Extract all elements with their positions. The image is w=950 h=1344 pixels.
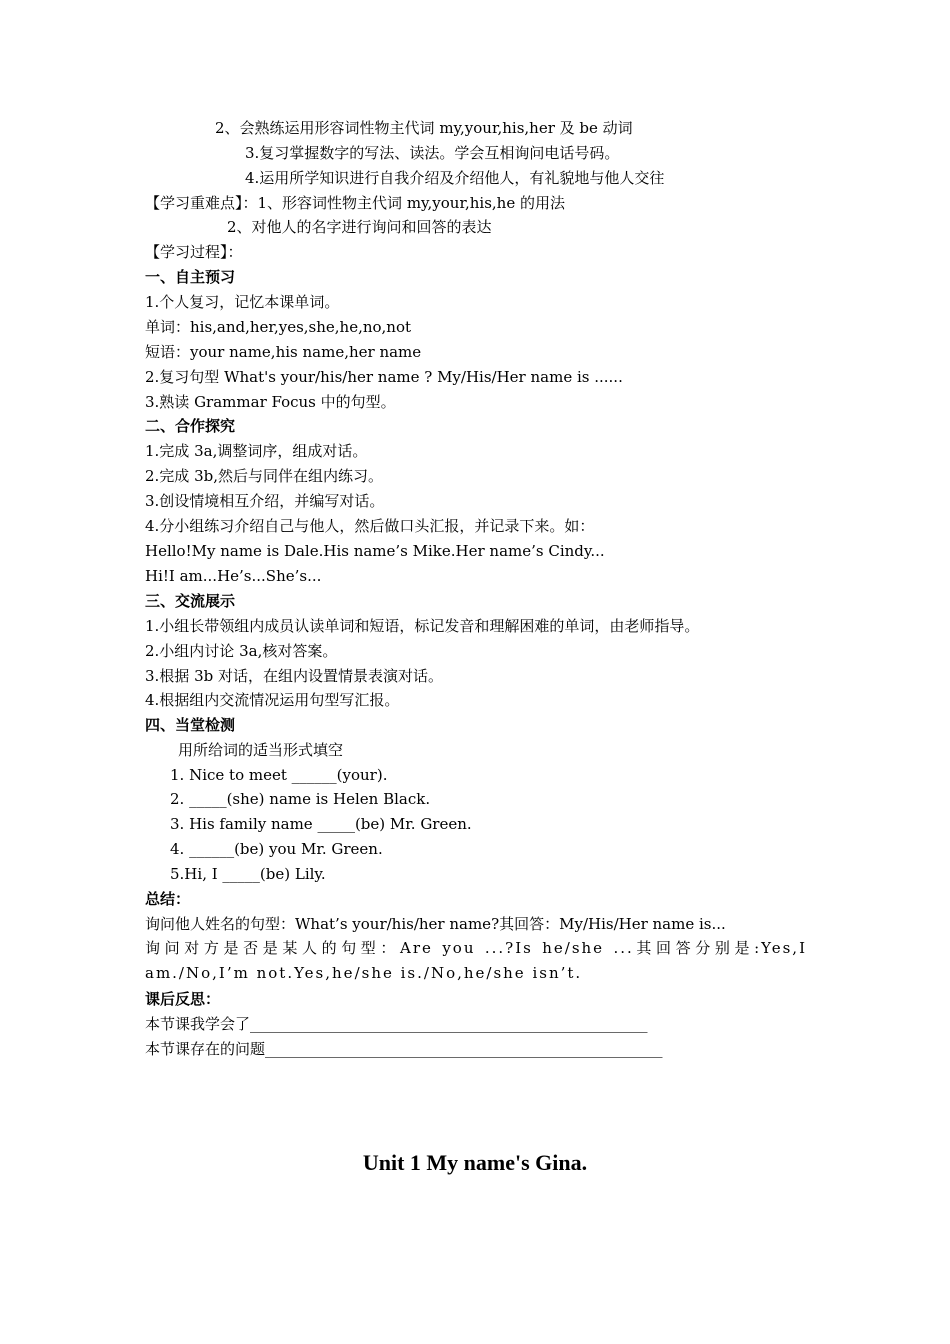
section-2-heading: 二、合作探究 <box>145 417 236 435</box>
exercise-question: 1. Nice to meet ______(your). <box>170 766 388 784</box>
section-1-line: 单词：his,and,her,yes,she,he,no,not <box>145 318 412 336</box>
exercise-question: 5.Hi, I _____(be) Lily. <box>170 865 326 883</box>
unit-title: Unit 1 My name's Gina. <box>362 1150 588 1175</box>
section-2-line: 1.完成 3a,调整词序，组成对话。 <box>145 442 368 460</box>
section-1-line: 短语：your name,his name,her name <box>145 343 422 361</box>
section-1-heading: 一、自主预习 <box>145 268 236 286</box>
reflection-heading: 课后反思： <box>145 990 221 1008</box>
exercise-question: 2. _____(she) name is Helen Black. <box>170 790 431 808</box>
reflection-line: 本节课存在的问题_____________________________________________________ <box>145 1040 663 1058</box>
goal-line-2: 2、会熟练运用形容词性物主代词 my,your,his,her 及 be 动词 <box>215 119 633 137</box>
exercise-instruction: 用所给词的适当形式填空 <box>178 741 344 759</box>
section-3-line: 1.小组长带领组内成员认读单词和短语，标记发音和理解困难的单词，由老师指导。 <box>145 617 700 635</box>
summary-line: 询问他人姓名的句型：What’s your/his/her name?其回答：My/His/Her name is... <box>145 915 726 933</box>
section-3-line: 2.小组内讨论 3a,核对答案。 <box>145 642 338 660</box>
section-1-line: 3.熟读 Grammar Focus 中的句型。 <box>145 393 396 411</box>
goal-line-4: 4.运用所学知识进行自我介绍及介绍他人，有礼貌地与他人交往 <box>245 169 665 187</box>
section-2-line: Hello!My name is Dale.His name’s Mike.Her name’s Cindy... <box>145 542 605 560</box>
section-3-line: 3.根据 3b 对话，在组内设置情景表演对话。 <box>145 667 443 685</box>
key-points-line-2: 2、对他人的名字进行询问和回答的表达 <box>227 218 492 236</box>
key-points-line-1: 【学习重难点】：1、形容词性物主代词 my,your,his,he 的用法 <box>145 194 565 212</box>
section-3-line: 4.根据组内交流情况运用句型写汇报。 <box>145 691 400 709</box>
section-2-line: 2.完成 3b,然后与同伴在组内练习。 <box>145 467 383 485</box>
section-1-line: 2.复习句型 What's your/his/her name ? My/His/Her name is ...... <box>145 368 623 386</box>
goal-line-3: 3.复习掌握数字的写法、读法。学会互相询问电话号码。 <box>245 144 620 162</box>
section-2-line: Hi!I am...He’s...She’s... <box>145 567 322 585</box>
section-3-heading: 三、交流展示 <box>145 592 236 610</box>
section-2-line: 3.创设情境相互介绍，并编写对话。 <box>145 492 385 510</box>
process-label: 【学习过程】： <box>145 243 243 261</box>
section-4-heading: 四、当堂检测 <box>145 716 236 734</box>
exercise-question: 4. ______(be) you Mr. Green. <box>170 840 383 858</box>
exercise-question: 3. His family name _____(be) Mr. Green. <box>170 815 472 833</box>
section-2-line: 4.分小组练习介绍自己与他人，然后做口头汇报，并记录下来。如： <box>145 517 595 535</box>
summary-paragraph: 询问对方是否是某人的句型：Are you ...?Is he/she ...其回答分别是:Yes,I am./No,I’m not.Yes,he/she is./No,he/she isn’t. <box>145 939 807 982</box>
reflection-line: 本节课我学会了_____________________________________________________ <box>145 1015 648 1033</box>
summary-heading: 总结： <box>145 890 191 908</box>
section-1-line: 1.个人复习，记忆本课单词。 <box>145 293 340 311</box>
